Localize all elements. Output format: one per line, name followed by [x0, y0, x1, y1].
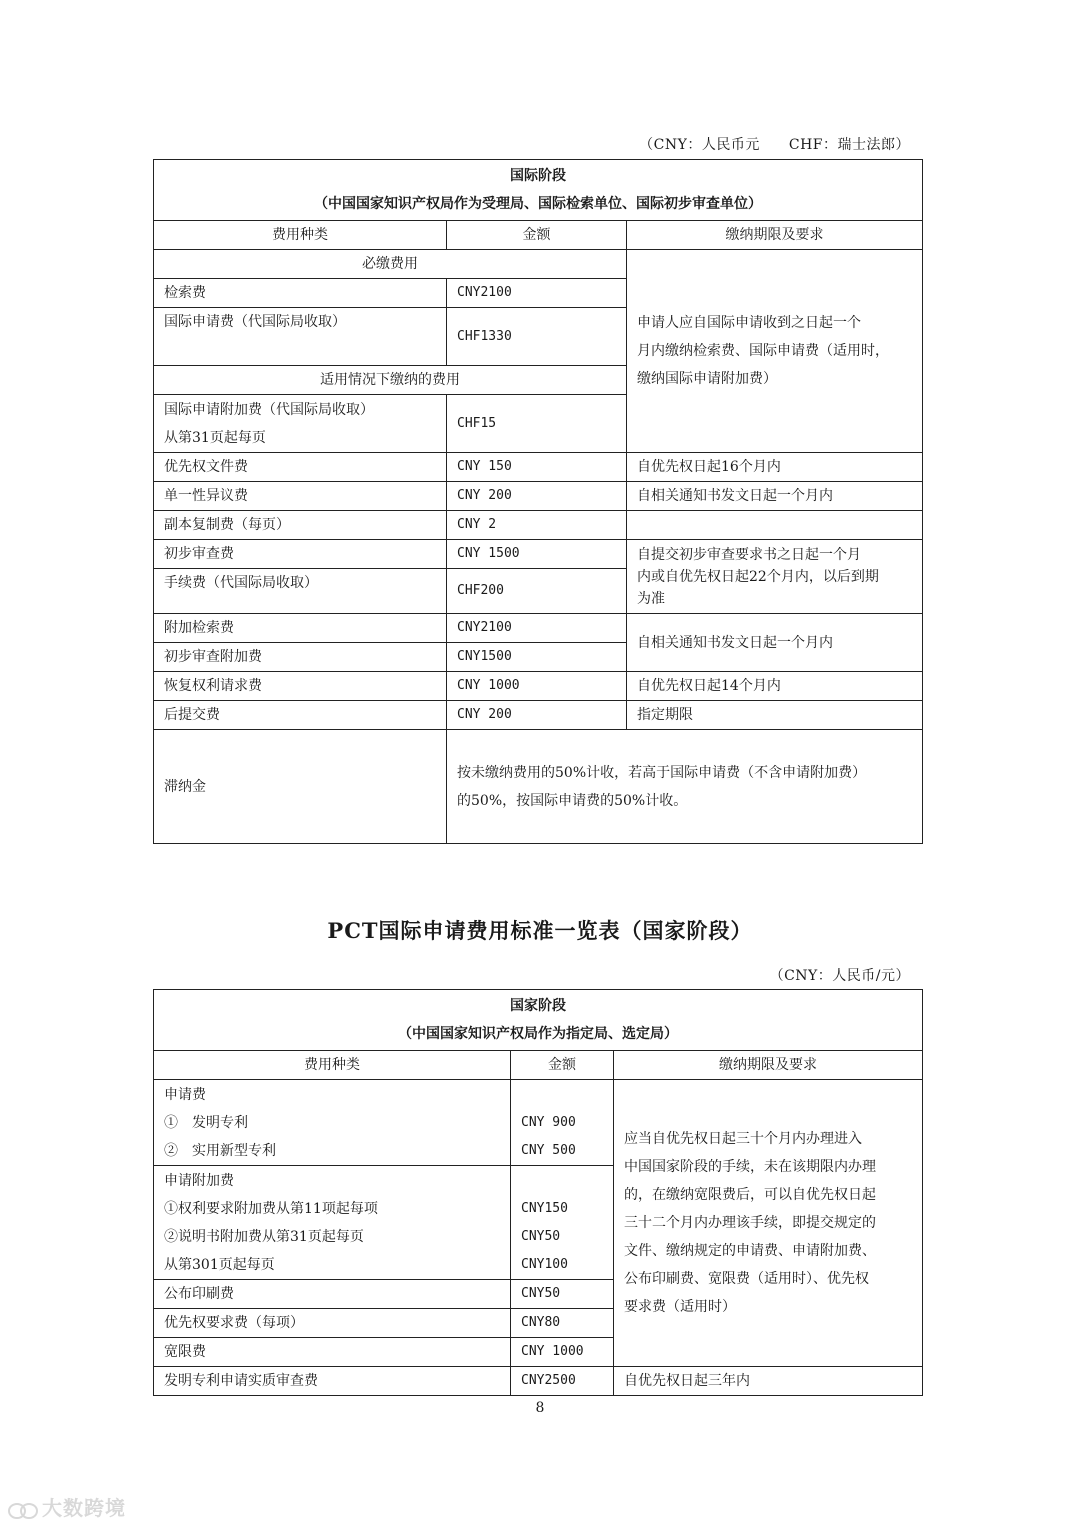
currency-note: （CNY：人民币元 CHF：瑞士法郎）: [639, 137, 910, 153]
table-row: 宽限费 CNY 1000: [154, 1338, 923, 1367]
table-row: 恢复权利请求费 CNY 1000 自优先权日起14个月内: [154, 672, 923, 701]
late-fee-rule: 按未缴纳费用的50%计收，若高于国际申请费（不含申请附加费） 的50%，按国际申请费的50%计收。: [447, 730, 923, 844]
table-row: 国际申请费（代国际局收取） CHF1330: [154, 308, 923, 366]
header-fee-type: 费用种类: [154, 1051, 511, 1080]
table-row: 后提交费 CNY 200 指定期限: [154, 701, 923, 730]
header-amount: 金额: [447, 221, 627, 250]
section-required-fees: 必缴费用: [154, 250, 627, 279]
header-deadline: 缴纳期限及要求: [614, 1051, 923, 1080]
table-row: 优先权要求费（每项） CNY80: [154, 1309, 923, 1338]
table-row: 公布印刷费 CNY50: [154, 1280, 923, 1309]
table-row: 初步审查附加费 CNY1500: [154, 643, 923, 672]
page-number: 8: [535, 1400, 545, 1416]
table-row-late-fee: 滞纳金 按未缴纳费用的50%计收，若高于国际申请费（不含申请附加费） 的50%，按国际申请费的50%计收。: [154, 730, 923, 844]
table-row: 副本复制费（每页） CNY 2: [154, 511, 923, 540]
header-fee-type: 费用种类: [154, 221, 447, 250]
currency-note-national: （CNY：人民币/元）: [769, 968, 910, 984]
deadline-required-fees: 申请人应自国际申请收到之日起一个 月内缴纳检索费、国际申请费（适用时， 缴纳国际申请附加费）: [627, 250, 923, 453]
table-title: [154, 990, 923, 1051]
chat-bubble-logo-icon: [8, 1501, 38, 1519]
table-row-additional-fee: 申请附加费 ①权利要求附加费从第11项起每项 ②说明书附加费从第31页起每页 从第301页起每页 CNY150 CNY50 CNY100: [154, 1166, 923, 1280]
deadline-additional-search: 自相关通知书发文日起一个月内: [627, 614, 923, 672]
deadline-national-entry: 应当自优先权日起三十个月内办理进入 中国国家阶段的手续，未在该期限内办理 的，在缴纳宽限费后，可以自优先权日起 三十二个月内办理该手续，即提交规定的 文件、缴纳规定的申请费、申请附加费、 公布印刷费、宽限费（适用时）、优先权 要求费（适用时）: [614, 1080, 923, 1367]
table-row: 单一性异议费 CNY 200 自相关通知书发文日起一个月内: [154, 482, 923, 511]
national-phase-table: [153, 989, 923, 1396]
section-optional-fees: 适用情况下缴纳的费用: [154, 366, 627, 395]
watermark: 大数跨境: [8, 1492, 126, 1521]
table-row: 优先权文件费 CNY 150 自优先权日起16个月内: [154, 453, 923, 482]
table-row: 检索费 CNY2100: [154, 279, 923, 308]
header-amount: 金额: [511, 1051, 614, 1080]
page-title: PCT国际申请费用标准一览表（国家阶段）: [327, 918, 753, 943]
table-title-main: 国家阶段: [510, 998, 567, 1014]
table-row: 手续费（代国际局收取） CHF200: [154, 569, 923, 614]
table-row: 附加检索费 CNY2100 自相关通知书发文日起一个月内: [154, 614, 923, 643]
table-row-application-fee: 申请费 ① 发明专利 ② 实用新型专利 CNY 900 CNY 500 应当自优先权日起三十个月内办理进入 中国国家阶段的手续，未在该期限内办理 的，在缴纳宽限费后，可以自优先权日起 三十二个月内办理该手续，即提交规定的 文件、缴纳规定的申请费、申请附加费、 公布印刷费、宽限费（适用时）、优先权 要求费（适用时）: [154, 1080, 923, 1166]
table-row: 发明专利申请实质审查费 CNY2500 自优先权日起三年内: [154, 1367, 923, 1396]
international-phase-table: [153, 159, 923, 844]
header-deadline: 缴纳期限及要求: [627, 221, 923, 250]
table-title-sub: （中国国家知识产权局作为指定局、选定局）: [398, 1026, 679, 1042]
table-row: 国际申请附加费（代国际局收取） 从第31页起每页 CHF15: [154, 395, 923, 453]
table-row: 初步审查费 CNY 1500 自提交初步审查要求书之日起一个月 内或自优先权日起22个月内，以后到期 为准: [154, 540, 923, 569]
table-title: [154, 160, 923, 221]
table-title-main: 国际阶段: [510, 168, 567, 184]
deadline-preliminary-exam: 自提交初步审查要求书之日起一个月 内或自优先权日起22个月内，以后到期 为准: [627, 540, 923, 614]
table-title-sub: （中国国家知识产权局作为受理局、国际检索单位、国际初步审查单位）: [314, 196, 763, 212]
